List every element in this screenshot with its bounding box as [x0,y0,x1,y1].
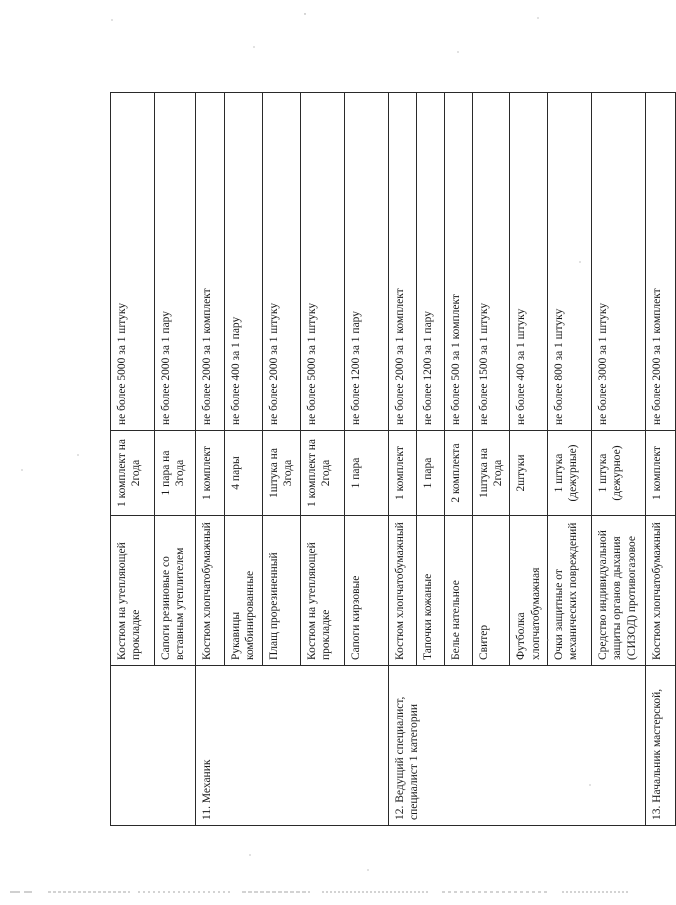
quantity-cell: 1 пара [344,431,388,516]
term-cell: не более 2000 за 1 штуку [262,93,300,431]
term-cell: не более 400 за 1 штуку [510,93,548,431]
term-cell: не более 5000 за 1 штуку [300,93,344,431]
term-cell: не более 2000 за 1 комплект [196,93,225,431]
item-cell: Костюм на утепляющей прокладке [300,516,344,666]
quantity-cell: 1 штука (дежурные) [548,431,592,516]
quantity-cell: 1 комплект [646,431,676,516]
term-cell: не более 3000 за 1 штуку [592,93,646,431]
item-cell: Белье нательное [444,516,472,666]
quantity-cell: 1 штука (дежурное) [592,431,646,516]
scan-bottom-edge [10,889,630,895]
term-cell: не более 2000 за 1 комплект [646,93,676,431]
term-cell: не более 5000 за 1 штуку [111,93,155,431]
quantity-cell: 2 комплекта [444,431,472,516]
item-cell: Тапочки кожаные [416,516,444,666]
item-cell: Костюм хлопчатобумажный [196,516,225,666]
position-cell: 13. Начальник мастерской, [646,666,676,826]
quantity-cell: 1штука на 2года [472,431,510,516]
item-cell: Сапоги кирзовые [344,516,388,666]
item-cell: Сапоги резиновые со вставным утеплителем [155,516,196,666]
quantity-cell: 1 комплект на 2года [300,431,344,516]
quantity-cell: 4 пары [225,431,263,516]
item-cell: Костюм хлопчатобумажный [388,516,416,666]
position-cell: 12. Ведущий специалист, специалист 1 категории [388,666,646,826]
item-cell: Рукавицы комбинированные [225,516,263,666]
position-cell: 11. Механик [196,666,389,826]
item-cell: Свитер [472,516,510,666]
quantity-cell: 1 комплект [388,431,416,516]
item-cell: Костюм на утепляющей прокладке [111,516,155,666]
quantity-cell: 2штуки [510,431,548,516]
term-cell: не более 1200 за 1 пару [416,93,444,431]
term-cell: не более 2000 за 1 пару [155,93,196,431]
term-cell: не более 800 за 1 штуку [548,93,592,431]
term-cell: не более 400 за 1 пару [225,93,263,431]
quantity-cell: 1штука на 3года [262,431,300,516]
item-cell: Футболка хлопчатобумажная [510,516,548,666]
term-cell: не более 2000 за 1 комплект [388,93,416,431]
quantity-cell: 1 комплект [196,431,225,516]
quantity-cell: 1 комплект на 2года [111,431,155,516]
item-cell: Плащ прорезиненный [262,516,300,666]
table-row [646,93,676,826]
quantity-cell: 1 пара [416,431,444,516]
item-cell: Костюм хлопчатобумажный [646,516,676,666]
item-cell: Средство индивидуальной защиты органов дыхания (СИЗОД) противогазовое [592,516,646,666]
item-cell: Очки защитные от механических повреждений [548,516,592,666]
term-cell: не более 1500 за 1 штуку [472,93,510,431]
term-cell: не более 500 за 1 комплект [444,93,472,431]
term-cell: не более 1200 за 1 пару [344,93,388,431]
quantity-cell: 1 пара на 3года [155,431,196,516]
